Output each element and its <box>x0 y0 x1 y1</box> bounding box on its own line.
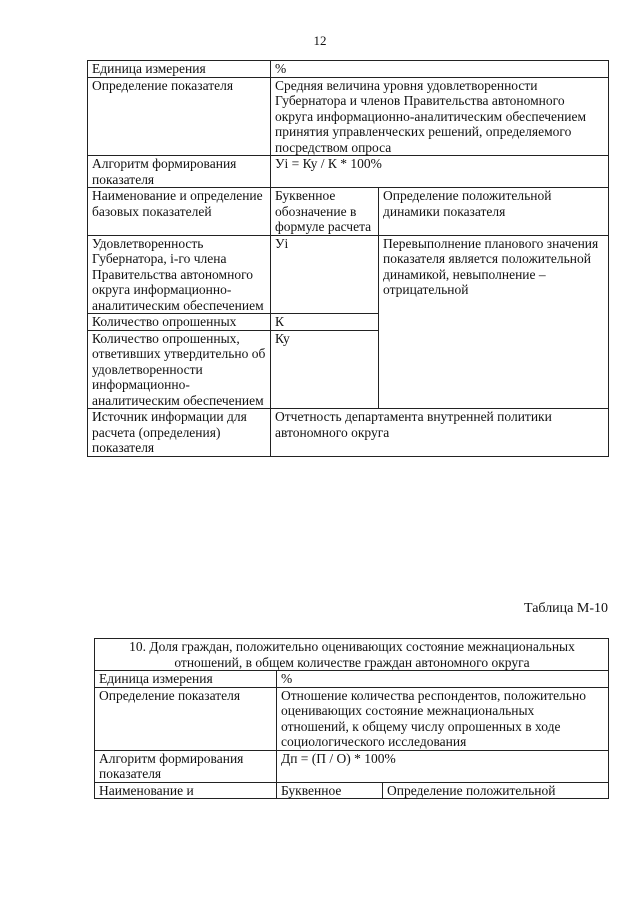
definition-row <box>88 77 609 156</box>
header-row <box>95 782 609 799</box>
definition-row <box>95 687 609 750</box>
title-row <box>95 639 609 671</box>
base-indicator-letter: Уi <box>271 235 379 314</box>
source-row <box>88 409 609 457</box>
algorithm-label: Алгоритм формирования показателя <box>95 750 277 782</box>
dynamics-text: Перевыполнение планового значения показателя является положительной динамикой, невыполнение – отрицательной <box>379 235 609 409</box>
algorithm-label: Алгоритм формирования показателя <box>88 156 271 188</box>
header-letter: Буквенное обозначение в формуле расчета <box>271 188 379 236</box>
header-letter: Буквенное <box>277 782 383 799</box>
indicator-title: 10. Доля граждан, положительно оценивающих состояние межнациональных отношений, в общем количестве граждан автономного округа <box>95 639 609 671</box>
page-number: 12 <box>313 33 327 48</box>
source-label: Источник информации для расчета (определения) показателя <box>88 409 271 457</box>
header-name: Наименование и <box>95 782 277 799</box>
unit-label: Единица измерения <box>95 671 277 688</box>
unit-label: Единица измерения <box>88 61 271 78</box>
table-row <box>88 235 609 314</box>
header-dynamics: Определение положительной <box>383 782 609 799</box>
base-indicator-name: Удовлетворенность Губернатора, i-го члена Правительства автономного округа информационно-аналитическим обеспечением <box>88 235 271 314</box>
definition-value: Отношение количества респондентов, положительно оценивающих состояние межнациональных отношений, к общему числу опрошенных в ходе социологического исследования <box>277 687 609 750</box>
unit-value: % <box>271 61 609 78</box>
algorithm-row <box>95 750 609 782</box>
header-name: Наименование и определение базовых показателей <box>88 188 271 236</box>
base-indicator-letter: Ку <box>271 330 379 409</box>
source-value: Отчетность департамента внутренней политики автономного округа <box>271 409 609 457</box>
unit-row <box>88 61 609 78</box>
definition-label: Определение показателя <box>88 77 271 156</box>
base-indicator-name: Количество опрошенных, ответивших утвердительно об удовлетворенности информационно-аналитическим обеспечением <box>88 330 271 409</box>
algorithm-value: Дп = (П / О) * 100% <box>277 750 609 782</box>
algorithm-value: Уi = Ку / К * 100% <box>271 156 609 188</box>
indicator-table-1 <box>87 60 609 457</box>
definition-label: Определение показателя <box>95 687 277 750</box>
indicator-table-2 <box>94 638 609 799</box>
definition-value: Средняя величина уровня удовлетворенности Губернатора и членов Правительства автономного округа информационно-аналитическим обеспечением принятия управленческих решений, определяемого посредством опроса <box>271 77 609 156</box>
unit-value: % <box>277 671 609 688</box>
base-indicator-letter: К <box>271 314 379 331</box>
header-dynamics: Определение положительной динамики показателя <box>379 188 609 236</box>
table-caption: Таблица М-10 <box>524 601 608 616</box>
algorithm-row <box>88 156 609 188</box>
header-row <box>88 188 609 236</box>
unit-row <box>95 671 609 688</box>
base-indicator-name: Количество опрошенных <box>88 314 271 331</box>
